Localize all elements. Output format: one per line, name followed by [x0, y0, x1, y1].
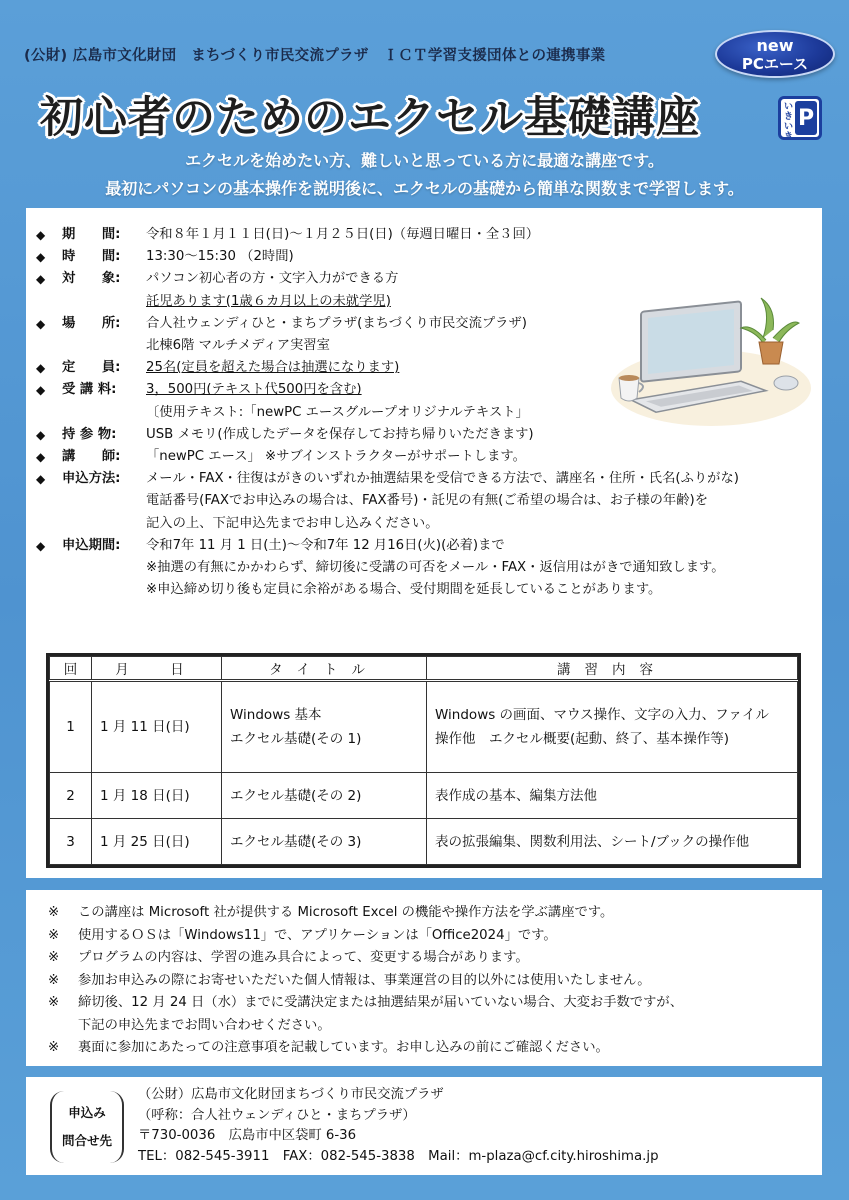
ikiiki-p-logo: [778, 96, 822, 140]
diamond-icon: ◆: [36, 538, 46, 553]
logo-text: いきいき: [784, 102, 794, 142]
diamond-icon: ◆: [36, 316, 46, 331]
subtitle-2: 最初にパソコンの基本操作を説明後に、エクセルの基礎から簡単な関数まで学習します。: [105, 179, 744, 198]
subtitle-1: エクセルを始めたい方、難しいと思っている方に最適な講座です。: [185, 151, 664, 170]
info-row-childcare: 託児あります(1歳６カ月以上の未就学児): [146, 293, 391, 309]
header-date: 月 日: [92, 657, 222, 681]
contact-label: 申込み 問合せ先: [50, 1091, 124, 1163]
info-row-apply-period: ◆ 申込期間: 令和7年 11 月 1 日(土)～令和7年 12 月16日(火)(必着)まで: [36, 535, 816, 557]
details-panel: [26, 208, 822, 878]
logo-letter: P: [795, 101, 817, 135]
contact-panel: [26, 1077, 822, 1175]
info-row-target: ◆ 対 象: パソコン初心者の方・文字入力ができる方: [36, 268, 816, 290]
badge-line2: PCエース: [741, 55, 809, 73]
contact-details: [138, 1085, 659, 1167]
info-row-method: ◆ 申込方法: メール・FAX・往復はがきのいずれか抽選結果を受信できる方法で、講座名・住所・氏名(ふりがな): [36, 468, 816, 490]
note-item: 下記の申込先までお問い合わせください。: [78, 1017, 331, 1033]
info-row-apply-note-2: ※申込締め切り後も定員に余裕がある場合、受付期間を延長していることがあります。: [146, 582, 662, 598]
page-title: 初心者のためのエクセル基礎講座: [40, 93, 700, 143]
note-item: ※ 使用するＯＳは「Windows11」で、アプリケーションは「Office2024」です。: [48, 927, 557, 943]
table-row: 1 1 月 11 日(日) Windows 基本 エクセル基礎(その 1) Windows の画面、マウス操作、文字の入力、ファイル 操作他 エクセル概要(起動、終了、基本操作等): [50, 681, 798, 773]
info-row-time: ◆ 時 間: 13:30～15:30 （2時間): [36, 246, 816, 268]
contact-phone-mail: TEL：082-545-3911 FAX：082-545-3838 Mail：m-plaza@cf.city.hiroshima.jp: [138, 1148, 659, 1164]
notes-panel: [26, 890, 822, 1066]
schedule-header-row: [50, 657, 798, 681]
newpc-ace-badge: [715, 30, 835, 78]
badge-line1: new: [756, 36, 794, 55]
note-item: ※ 裏面に参加にあたっての注意事項を記載しています。お申し込みの前にご確認ください。: [48, 1040, 609, 1055]
info-row-capacity: ◆ 定 員: 25名(定員を超えた場合は抽選になります): [36, 357, 816, 379]
contact-alias: （呼称：合人社ウェンディひと・まちプラザ）: [138, 1107, 416, 1123]
info-row-room: 北棟6階 マルチメディア実習室: [146, 338, 330, 354]
schedule-table: [46, 653, 801, 868]
note-item: ※ 締切後、12 月 24 日（水）までに受講決定または抽選結果が届いていない場合、大変お手数ですが、: [48, 995, 683, 1010]
info-row-method-3: 記入の上、下記申込先までお申し込みください。: [146, 515, 439, 531]
diamond-icon: ◆: [36, 427, 46, 442]
laptop-illustration: [601, 268, 811, 433]
header-no: 回: [50, 657, 92, 681]
note-item: ※ 参加お申込みの際にお寄せいただいた個人情報は、事業運営の目的以外には使用いたしません。: [48, 972, 651, 988]
info-row-instructor: ◆ 講 師: 「newPC エース」 ※サブインストラクターがサポートします。: [36, 446, 816, 468]
info-row-place: ◆ 場 所: 合人社ウェンディひと・まちプラザ(まちづくり市民交流プラザ): [36, 313, 816, 335]
info-row-period: ◆ 期 間: 令和８年１月１１日(日)～１月２５日(日)（毎週日曜日・全３回）: [36, 224, 816, 246]
organizer-line: (公財) 広島市文化財団 まちづくり市民交流プラザ ＩＣＴ学習支援団体との連携事業: [24, 48, 606, 64]
diamond-icon: ◆: [36, 272, 46, 287]
note-item: ※ この講座は Microsoft 社が提供する Microsoft Excel の機能や操作方法を学ぶ講座です。: [48, 905, 614, 920]
note-item: ※ プログラムの内容は、学習の進み具合によって、変更する場合があります。: [48, 950, 529, 965]
header-content: 講習内容: [427, 657, 798, 681]
contact-org: （公財）広島市文化財団まちづくり市民交流プラザ: [138, 1087, 444, 1102]
diamond-icon: ◆: [36, 361, 46, 376]
contact-address: 〒730-0036 広島市中区袋町 6-36: [138, 1128, 357, 1143]
table-row: 3 1 月 25 日(日) エクセル基礎(その 3) 表の拡張編集、関数利用法、シート/ブックの操作他: [50, 819, 798, 865]
header-title: タイトル: [222, 657, 427, 681]
table-row: 2 1 月 18 日(日) エクセル基礎(その 2) 表作成の基本、編集方法他: [50, 773, 798, 819]
info-row-method-2: 電話番号(FAXでお申込みの場合は、FAX番号)・託児の有無(ご希望の場合は、お子様の年齢)を: [146, 493, 708, 509]
info-row-bring: ◆ 持 参 物: USB メモリ(作成したデータを保存してお持ち帰りいただきます): [36, 424, 816, 446]
diamond-icon: ◆: [36, 383, 46, 398]
notes-list: [48, 902, 808, 1060]
info-row-textbook: 〔使用テキスト:「newPC エースグループオリジナルテキスト」: [146, 404, 529, 420]
info-row-apply-note-1: ※抽選の有無にかかわらず、締切後に受講の可否をメール・FAX・返信用はがきで通知致します。: [146, 560, 725, 576]
diamond-icon: ◆: [36, 450, 46, 465]
diamond-icon: ◆: [36, 250, 46, 265]
info-row-fee: ◆ 受 講 料: 3，500円(テキスト代500円を含む): [36, 379, 816, 401]
diamond-icon: ◆: [36, 228, 46, 242]
diamond-icon: ◆: [36, 472, 46, 487]
